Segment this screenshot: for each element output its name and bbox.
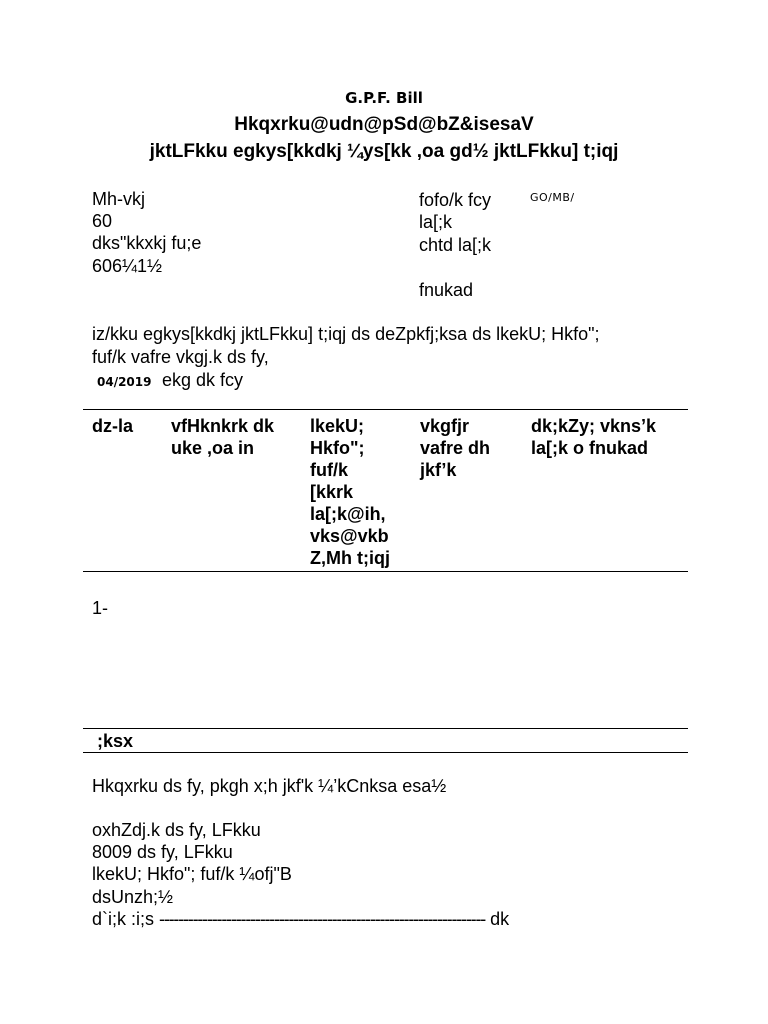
header-line-3: jktLFkku egkys[kkdkj ¼ys[kk ,oa gd½ jktLFkku] t;iqj: [149, 141, 619, 162]
info-left-4: 606¼1½: [92, 256, 163, 276]
amount-words-prefix: d`i;k :i;s: [92, 909, 155, 929]
col-header-account-line: fuf/k: [310, 460, 348, 480]
amount-words-suffix: dk: [490, 909, 510, 929]
col-header-amount: [420, 415, 490, 481]
footer-line-4: dsUnzh;½: [92, 887, 174, 907]
month-suffix: ekg dk fcy: [161, 370, 243, 390]
header-line-2: Hkqxrku@udn@pSd@bZ&isesaV: [234, 114, 534, 135]
col-header-amount-line: vafre dh: [420, 438, 491, 458]
para-line-3: [97, 370, 243, 391]
col-header-account-line: [kkrk: [310, 482, 354, 502]
info-right-4: fnukad: [419, 280, 474, 300]
col-header-serial-line: dz-la: [92, 416, 134, 436]
table-total-rule-bottom: [83, 752, 688, 753]
info-right-2: la[;k: [419, 212, 453, 232]
bill-month: 04/2019: [97, 375, 152, 389]
table-top-rule: [83, 409, 688, 410]
col-header-name-line: vfHknkrk dk: [171, 416, 275, 436]
para-line-2: fuf/k vafre vkgj.k ds fy,: [92, 347, 269, 367]
col-header-amount-line: vkgfjr: [420, 416, 470, 436]
info-left-1: Mh-vkj: [92, 189, 145, 209]
footer-line-3: lkekU; Hkfo"; fuf/k ¼ofj"B: [92, 864, 292, 884]
info-code: GO/MB/: [530, 191, 575, 204]
col-header-account-line: Z,Mh t;iqj: [310, 548, 390, 568]
table-header-rule: [83, 571, 688, 572]
col-header-account-line: la[;k@ih,: [310, 504, 386, 524]
col-header-amount-line: jkf’k: [420, 460, 457, 480]
footer-line-1: oxhZdj.k ds fy, LFkku: [92, 820, 261, 840]
col-header-order-line: dk;kZy; vkns’k: [531, 416, 657, 436]
info-right-1: fofo/k fcy: [419, 190, 492, 210]
col-header-serial: [92, 415, 133, 437]
col-header-name-line: uke ,oa in: [171, 438, 255, 458]
info-left-2: 60: [92, 211, 113, 231]
col-header-account-line: vks@vkb: [310, 526, 389, 546]
bill-title: G.P.F. Bill: [345, 89, 423, 107]
col-header-account: [310, 415, 390, 569]
col-header-account-line: Hkfo";: [310, 438, 365, 458]
footer-amount-line: [92, 909, 509, 930]
footer-line-2: 8009 ds fy, LFkku: [92, 842, 233, 862]
table-row-serial: 1-: [92, 598, 109, 618]
info-left-3: dks"kkxkj fu;e: [92, 233, 202, 253]
table-total-rule-top: [83, 728, 688, 729]
col-header-account-line: lkekU;: [310, 416, 365, 436]
col-header-order-line: la[;k o fnukad: [531, 438, 649, 458]
para-line-1: iz/kku egkys[kkdkj jktLFkku] t;iqj ds deZpkfj;ksa ds lkekU; Hkfo";: [92, 324, 600, 344]
col-header-name: [171, 415, 274, 459]
amount-words-blank: --------------------------------------------------------------------: [159, 909, 486, 929]
footer-heading: Hkqxrku ds fy, pkgh x;h jkf'k ¼’kCnksa esa½: [92, 776, 447, 796]
info-right-3: chtd la[;k: [419, 235, 492, 255]
table-total-label: ;ksx: [97, 731, 134, 751]
col-header-order: [531, 415, 656, 459]
